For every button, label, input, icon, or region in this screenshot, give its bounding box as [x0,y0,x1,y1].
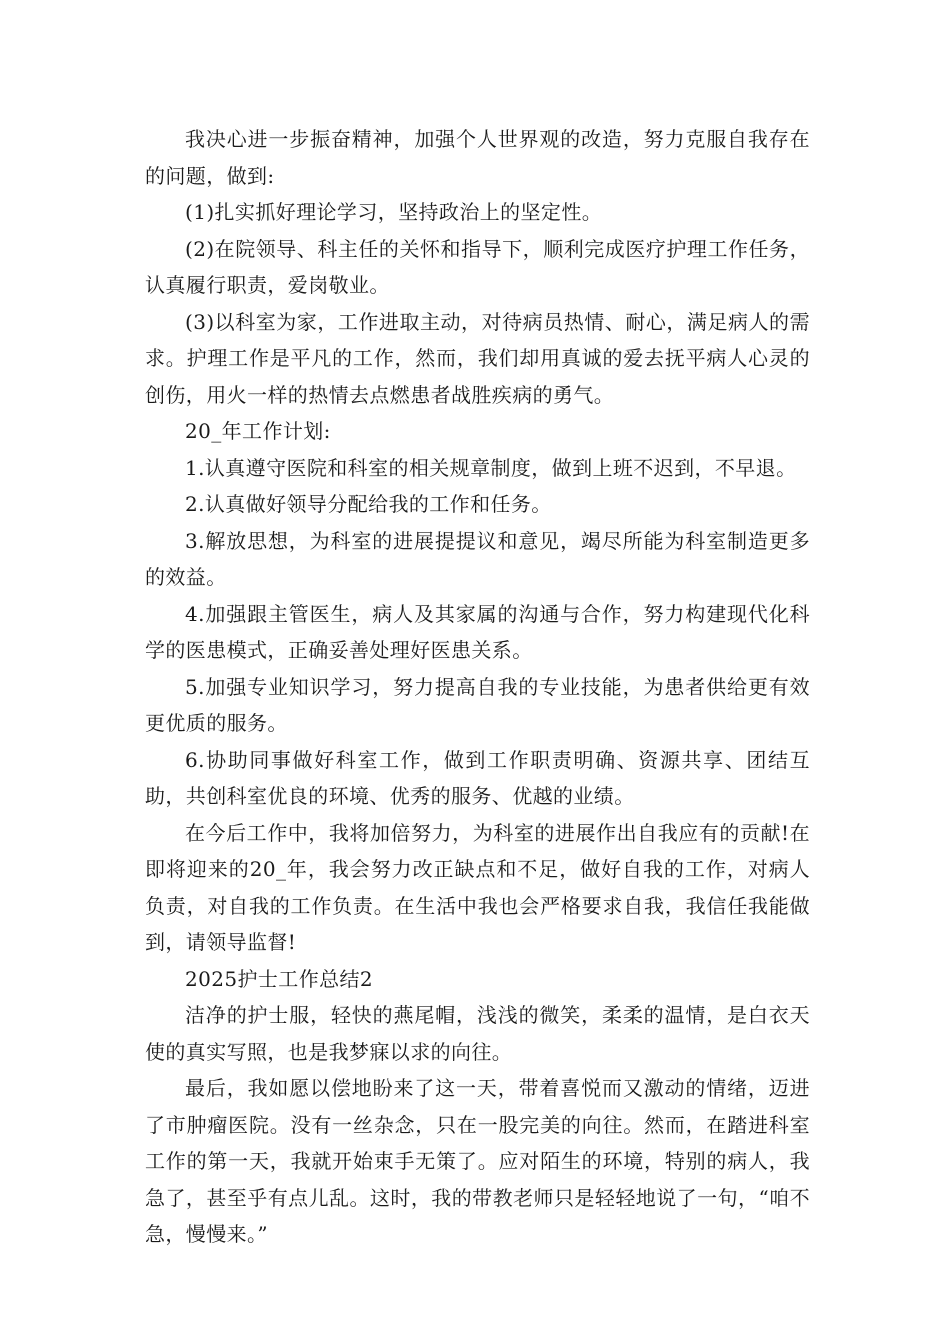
plan-item-1: 1.认真遵守医院和科室的相关规章制度，做到上班不迟到，不早退。 [185,455,797,480]
paragraph-resolve: 我决心进一步振奋精神，加强个人世界观的改造，努力克服自我存在的问题，做到: [145,127,810,188]
plan-heading: 20_年工作计划: [185,419,331,443]
paragraph-closing: 在今后工作中，我将加倍努力，为科室的进展作出自我应有的贡献!在即将迎来的20_年，我会努力改正缺点和不足，做好自我的工作，对病人负责，对自我的工作负责。在生活中我也会严格要求自我，我信任我能做到，请领导监督! [145,820,810,954]
plan-item-4: 4.加强跟主管医生，病人及其家属的沟通与合作，努力构建现代化科学的医患模式，正确妥善处理好医患关系。 [145,601,810,662]
paragraph-item-3: (3)以科室为家，工作进取主动，对待病员热情、耐心，满足病人的需求。护理工作是平凡的工作，然而，我们却用真诚的爱去抚平病人心灵的创伤，用火一样的热情去点燃患者战胜疾病的勇气。 [145,309,810,407]
paragraph-intro: 洁净的护士服，轻快的燕尾帽，浅浅的微笑，柔柔的温情，是白衣天使的真实写照，也是我梦寐以求的向往。 [145,1003,810,1064]
plan-item-2: 2.认真做好领导分配给我的工作和任务。 [185,492,552,516]
paragraph-story: 最后，我如愿以偿地盼来了这一天，带着喜悦而又激动的情绪，迈进了市肿瘤医院。没有一丝杂念，只在一股完美的向往。然而，在踏进科室工作的第一天，我就开始束手无策了。应对陌生的环境，特别的病人，我急了，甚至乎有点儿乱。这时，我的带教老师只是轻轻地说了一句，“咱不急，慢慢来。” [145,1076,810,1246]
plan-item-3: 3.解放思想，为科室的进展提提议和意见，竭尽所能为科室制造更多的效益。 [145,528,810,589]
paragraph-item-1: (1)扎实抓好理论学习，坚持政治上的坚定性。 [185,200,603,224]
plan-item-5: 5.加强专业知识学习，努力提高自我的专业技能，为患者供给更有效更优质的服务。 [145,674,810,735]
document-body [145,121,810,1253]
plan-item-6: 6.协助同事做好科室工作，做到工作职责明确、资源共享、团结互助，共创科室优良的环境、优秀的服务、优越的业绩。 [145,747,810,808]
section-heading: 2025护士工作总结2 [185,966,374,991]
paragraph-item-2: (2)在院领导、科主任的关怀和指导下，顺利完成医疗护理工作任务，认真履行职责，爱岗敬业。 [145,236,810,297]
